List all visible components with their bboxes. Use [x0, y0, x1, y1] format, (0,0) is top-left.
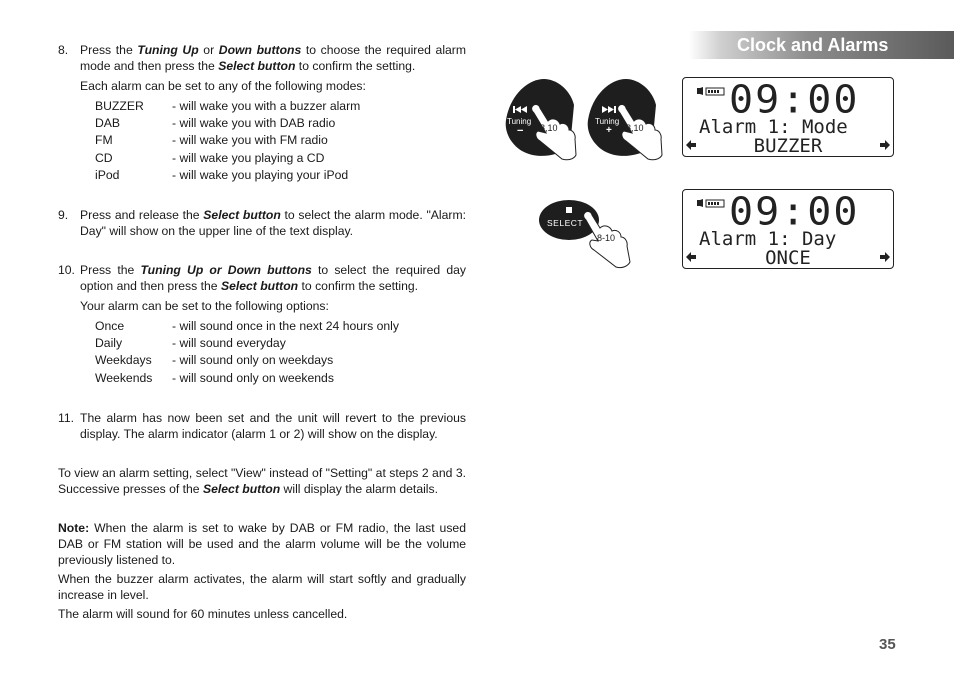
option-name: Daily: [95, 336, 123, 350]
mode-desc: - will wake you with a buzzer alarm: [172, 99, 361, 113]
option-name: Weekdays: [95, 353, 152, 367]
option-name: Once: [95, 319, 125, 333]
mode-name: FM: [95, 133, 113, 147]
option-desc: - will sound everyday: [172, 336, 286, 350]
lcd-display-mode: [682, 77, 894, 157]
lcd-line-1: Alarm 1: Day: [699, 228, 837, 250]
step-8-text: Press the Tuning Up or Down buttons to choose the required alarm mode and then press the Select button to confirm the setting.: [80, 43, 467, 73]
option-name: Weekends: [95, 371, 153, 385]
step-10-intro: Your alarm can be set to the following options:: [80, 299, 329, 313]
step-11-text: The alarm has now been set and the unit will revert to the previous display. The alarm indicator (alarm 1 or 2) will show on the display.: [80, 411, 466, 441]
tuning-up-button[interactable]: [582, 75, 670, 161]
lcd-line-2: BUZZER: [753, 135, 823, 157]
step-11-number: 11.: [58, 411, 75, 425]
left-arrow-icon: [686, 252, 696, 262]
note-paragraph: Note: When the alarm is set to wake by DAB or FM radio, the last used DAB or FM station will be used and the alarm volume will be the volume previously listened to.: [58, 521, 466, 567]
tuning-down-button[interactable]: [500, 75, 582, 161]
plus-sign: +: [606, 125, 612, 136]
mode-name: iPod: [95, 168, 120, 182]
step-8-intro: Each alarm can be set to any of the following modes:: [80, 79, 366, 93]
select-button[interactable]: [538, 196, 638, 272]
page-number: 35: [879, 636, 896, 653]
battery-signal-icon: [697, 199, 725, 208]
page-title: Clock and Alarms: [737, 35, 889, 55]
step-9-text: Press and release the Select button to select the alarm mode. "Alarm: Day" will show on the upper line of the text display.: [80, 208, 466, 238]
lcd-time: 09:00: [729, 190, 860, 234]
tuning-up-step: 8,10: [626, 123, 644, 133]
mode-desc: - will wake you with DAB radio: [172, 116, 336, 130]
mode-desc: - will wake you playing your iPod: [172, 168, 349, 182]
select-square-icon: [566, 207, 572, 213]
note-label: Note:: [58, 521, 90, 535]
select-label: SELECT: [547, 218, 584, 228]
mode-desc: - will wake you playing a CD: [172, 151, 325, 165]
option-desc: - will sound only on weekdays: [172, 353, 334, 367]
option-desc: - will sound once in the next 24 hours only: [172, 319, 399, 333]
right-arrow-icon: [880, 252, 890, 262]
select-step: 8-10: [597, 233, 616, 243]
mode-name: DAB: [95, 116, 121, 130]
battery-signal-icon: [697, 87, 725, 96]
step-8-number: 8.: [58, 43, 69, 57]
step-10-text: Press the Tuning Up or Down buttons to select the required day option and then press the Select button to confirm the setting.: [80, 263, 466, 293]
left-arrow-icon: [686, 140, 696, 150]
lcd-line-1: Alarm 1: Mode: [699, 116, 848, 138]
mode-name: CD: [95, 151, 113, 165]
tuning-down-label: Tuning: [507, 117, 532, 126]
minus-sign: −: [517, 125, 524, 137]
tuning-down-step: 8,10: [540, 123, 558, 133]
step-9-number: 9.: [58, 208, 69, 222]
lcd-time: 09:00: [729, 78, 860, 122]
right-arrow-icon: [880, 140, 890, 150]
tuning-up-label: Tuning: [595, 117, 620, 126]
step-10-number: 10.: [58, 263, 75, 277]
buzzer-paragraph: When the buzzer alarm activates, the alarm will start softly and gradually increase in level.: [58, 572, 466, 602]
sixty-minutes-paragraph: The alarm will sound for 60 minutes unless cancelled.: [58, 607, 348, 621]
lcd-display-day: [682, 189, 894, 269]
option-desc: - will sound only on weekends: [172, 371, 334, 385]
mode-name: BUZZER: [95, 99, 144, 113]
lcd-line-2: ONCE: [765, 247, 811, 269]
view-note: To view an alarm setting, select "View" instead of "Setting" at steps 2 and 3. Successive presses of the Select button will display the alarm details.: [58, 466, 466, 496]
mode-desc: - will wake you with FM radio: [172, 133, 328, 147]
